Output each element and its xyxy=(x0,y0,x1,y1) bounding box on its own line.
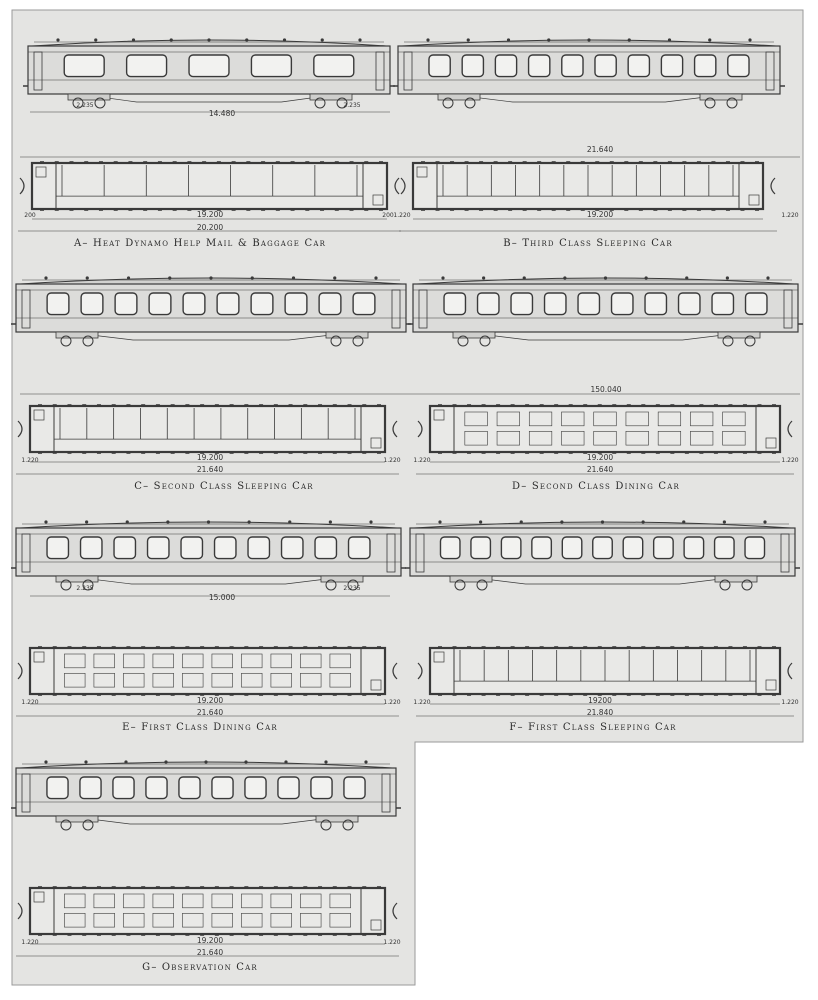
window xyxy=(278,777,299,799)
car-f-dim-end-left: 1.220 xyxy=(413,699,431,706)
window xyxy=(64,55,104,77)
roof-vent xyxy=(628,38,631,41)
window xyxy=(478,293,499,315)
window xyxy=(462,55,483,77)
window xyxy=(728,55,749,77)
car-b-dim-overall-top: 21.640 xyxy=(586,145,614,154)
roof-vent xyxy=(520,520,523,523)
roof-vent xyxy=(426,38,429,41)
roof-vent xyxy=(441,276,444,279)
car-g-dim-end-right: 1.220 xyxy=(383,939,401,946)
roof-vent xyxy=(166,520,169,523)
roof-vent xyxy=(523,276,526,279)
window xyxy=(344,777,365,799)
car-b-dim-end-right: 1.220 xyxy=(781,212,799,219)
car-d-dim-train-length: 150.040 xyxy=(590,385,622,394)
window xyxy=(501,537,520,559)
window xyxy=(149,293,171,315)
roof-vent xyxy=(126,520,129,523)
window xyxy=(628,55,649,77)
roof-vent xyxy=(329,520,332,523)
window xyxy=(148,537,169,559)
car-f-caption: F– First Class Sleeping Car xyxy=(509,722,677,733)
window xyxy=(612,293,633,315)
roof-vent xyxy=(333,276,336,279)
roof-vent xyxy=(507,38,510,41)
roof-vent xyxy=(748,38,751,41)
roof-vent xyxy=(682,520,685,523)
window xyxy=(595,55,616,77)
car-c-caption: C– Second Class Sleeping Car xyxy=(134,481,314,492)
roof-vent xyxy=(685,276,688,279)
car-d-dim-overall: 21.640 xyxy=(586,465,614,474)
plan-outline xyxy=(32,163,387,209)
roof-vent xyxy=(170,38,173,41)
roof-vent xyxy=(245,38,248,41)
car-e-dim-bogie-left: 2.235 xyxy=(76,585,94,592)
car-body xyxy=(413,284,798,332)
window xyxy=(47,293,69,315)
window xyxy=(282,537,303,559)
roof-vent xyxy=(209,276,212,279)
car-d-dim-end-right: 1.220 xyxy=(781,457,799,464)
window xyxy=(495,55,516,77)
roof-vent xyxy=(321,38,324,41)
car-e-dim-end-left: 1.220 xyxy=(21,699,39,706)
roof-vent xyxy=(164,760,167,763)
car-a-dim-bogie-left: 2.235 xyxy=(76,102,94,109)
window xyxy=(545,293,566,315)
car-body xyxy=(398,46,780,94)
car-g-dim-overall: 21.640 xyxy=(196,948,224,957)
car-a-dim-end-right: 200 xyxy=(382,212,394,219)
roof-vent xyxy=(292,276,295,279)
window xyxy=(215,537,236,559)
window xyxy=(440,537,459,559)
window xyxy=(593,537,612,559)
window xyxy=(315,537,336,559)
window xyxy=(245,777,266,799)
roof-vent xyxy=(251,276,254,279)
car-body xyxy=(16,284,406,332)
roof-vent xyxy=(207,520,210,523)
window xyxy=(47,537,68,559)
window xyxy=(645,293,666,315)
window xyxy=(745,537,764,559)
car-a-dim-end-left: 200 xyxy=(24,212,36,219)
car-body xyxy=(16,768,396,816)
roof-vent xyxy=(479,520,482,523)
window xyxy=(562,55,583,77)
window xyxy=(181,537,202,559)
roof-vent xyxy=(86,276,89,279)
window xyxy=(746,293,767,315)
car-b-caption: B– Third Class Sleeping Car xyxy=(503,238,673,249)
roof-vent xyxy=(44,276,47,279)
car-a-dim-bogie-right: 2.235 xyxy=(343,102,361,109)
window xyxy=(684,537,703,559)
roof-vent xyxy=(374,276,377,279)
window xyxy=(251,55,291,77)
car-c-dim-end-left: 1.220 xyxy=(21,457,39,464)
window xyxy=(319,293,341,315)
car-d-dim-end-left: 1.220 xyxy=(413,457,431,464)
paper-sheet xyxy=(12,10,803,985)
window xyxy=(115,293,137,315)
window xyxy=(251,293,273,315)
window xyxy=(183,293,205,315)
roof-vent xyxy=(668,38,671,41)
window xyxy=(349,537,370,559)
roof-vent xyxy=(84,760,87,763)
window xyxy=(248,537,269,559)
window xyxy=(562,537,581,559)
window xyxy=(311,777,332,799)
roof-vent xyxy=(438,520,441,523)
car-e-caption: E– First Class Dining Car xyxy=(122,722,278,733)
roof-vent xyxy=(467,38,470,41)
car-a-dim-overall: 20.200 xyxy=(196,223,224,232)
roof-vent xyxy=(124,760,127,763)
roof-vent xyxy=(44,520,47,523)
roof-vent xyxy=(132,38,135,41)
car-f-dim-body: 19200 xyxy=(588,696,612,705)
car-a-caption: A– Heat Dynamo Help Mail & Baggage Car xyxy=(73,238,327,249)
window xyxy=(114,537,135,559)
roof-vent xyxy=(358,38,361,41)
roof-vent xyxy=(369,520,372,523)
roof-vent xyxy=(127,276,130,279)
window xyxy=(314,55,354,77)
roof-vent xyxy=(364,760,367,763)
window xyxy=(529,55,550,77)
roof-vent xyxy=(244,760,247,763)
window xyxy=(81,293,103,315)
car-f-dim-overall: 21.840 xyxy=(586,708,614,717)
window xyxy=(189,55,229,77)
window xyxy=(212,777,233,799)
window xyxy=(661,55,682,77)
roof-vent xyxy=(204,760,207,763)
car-c-dim-body: 19.200 xyxy=(196,453,224,462)
roof-vent xyxy=(288,520,291,523)
car-d-dim-body: 19.200 xyxy=(586,453,614,462)
window xyxy=(578,293,599,315)
car-c-dim-end-right: 1.220 xyxy=(383,457,401,464)
car-f-dim-end-right: 1.220 xyxy=(781,699,799,706)
roof-vent xyxy=(723,520,726,523)
car-g-dim-body: 19.200 xyxy=(196,936,224,945)
window xyxy=(712,293,733,315)
roof-vent xyxy=(283,38,286,41)
roof-vent xyxy=(168,276,171,279)
roof-vent xyxy=(763,520,766,523)
window xyxy=(654,537,673,559)
car-e-dim-body: 19.200 xyxy=(196,696,224,705)
window xyxy=(715,537,734,559)
roof-vent xyxy=(645,276,648,279)
window xyxy=(532,537,551,559)
car-body xyxy=(16,528,401,576)
car-b-dim-end-left: 1.220 xyxy=(393,212,411,219)
roof-vent xyxy=(708,38,711,41)
roof-vent xyxy=(560,520,563,523)
window xyxy=(429,55,450,77)
window xyxy=(113,777,134,799)
roof-vent xyxy=(482,276,485,279)
roof-vent xyxy=(642,520,645,523)
roof-vent xyxy=(604,276,607,279)
roof-vent xyxy=(563,276,566,279)
roof-vent xyxy=(248,520,251,523)
car-g-caption: G– Observation Car xyxy=(142,962,258,973)
roof-vent xyxy=(207,38,210,41)
window xyxy=(471,537,490,559)
roof-vent xyxy=(284,760,287,763)
window xyxy=(47,777,68,799)
window xyxy=(127,55,167,77)
window xyxy=(623,537,642,559)
window xyxy=(80,777,101,799)
roof-vent xyxy=(547,38,550,41)
roof-vent xyxy=(44,760,47,763)
window xyxy=(179,777,200,799)
car-e-dim-end-right: 1.220 xyxy=(383,699,401,706)
roof-vent xyxy=(56,38,59,41)
window xyxy=(217,293,239,315)
car-b-dim-body: 19.200 xyxy=(586,210,614,219)
window xyxy=(285,293,307,315)
car-e-dim-overall: 21.640 xyxy=(196,708,224,717)
roof-vent xyxy=(85,520,88,523)
window xyxy=(679,293,700,315)
plan-outline xyxy=(30,406,385,452)
car-c-dim-overall: 21.640 xyxy=(196,465,224,474)
roof-vent xyxy=(94,38,97,41)
window xyxy=(695,55,716,77)
car-a-dim-body: 19.200 xyxy=(196,210,224,219)
window xyxy=(353,293,375,315)
car-g-dim-end-left: 1.220 xyxy=(21,939,39,946)
roof-vent xyxy=(324,760,327,763)
car-d-caption: D– Second Class Dining Car xyxy=(512,481,680,492)
roof-vent xyxy=(601,520,604,523)
window xyxy=(81,537,102,559)
window xyxy=(511,293,532,315)
roof-vent xyxy=(766,276,769,279)
car-a-dim-overall-elev: 14.480 xyxy=(208,109,236,118)
window xyxy=(444,293,465,315)
car-e-dim-bogie-right: 2.235 xyxy=(343,585,361,592)
car-e-dim-overall-elev: 15.000 xyxy=(208,593,236,602)
roof-vent xyxy=(726,276,729,279)
roof-vent xyxy=(587,38,590,41)
window xyxy=(146,777,167,799)
